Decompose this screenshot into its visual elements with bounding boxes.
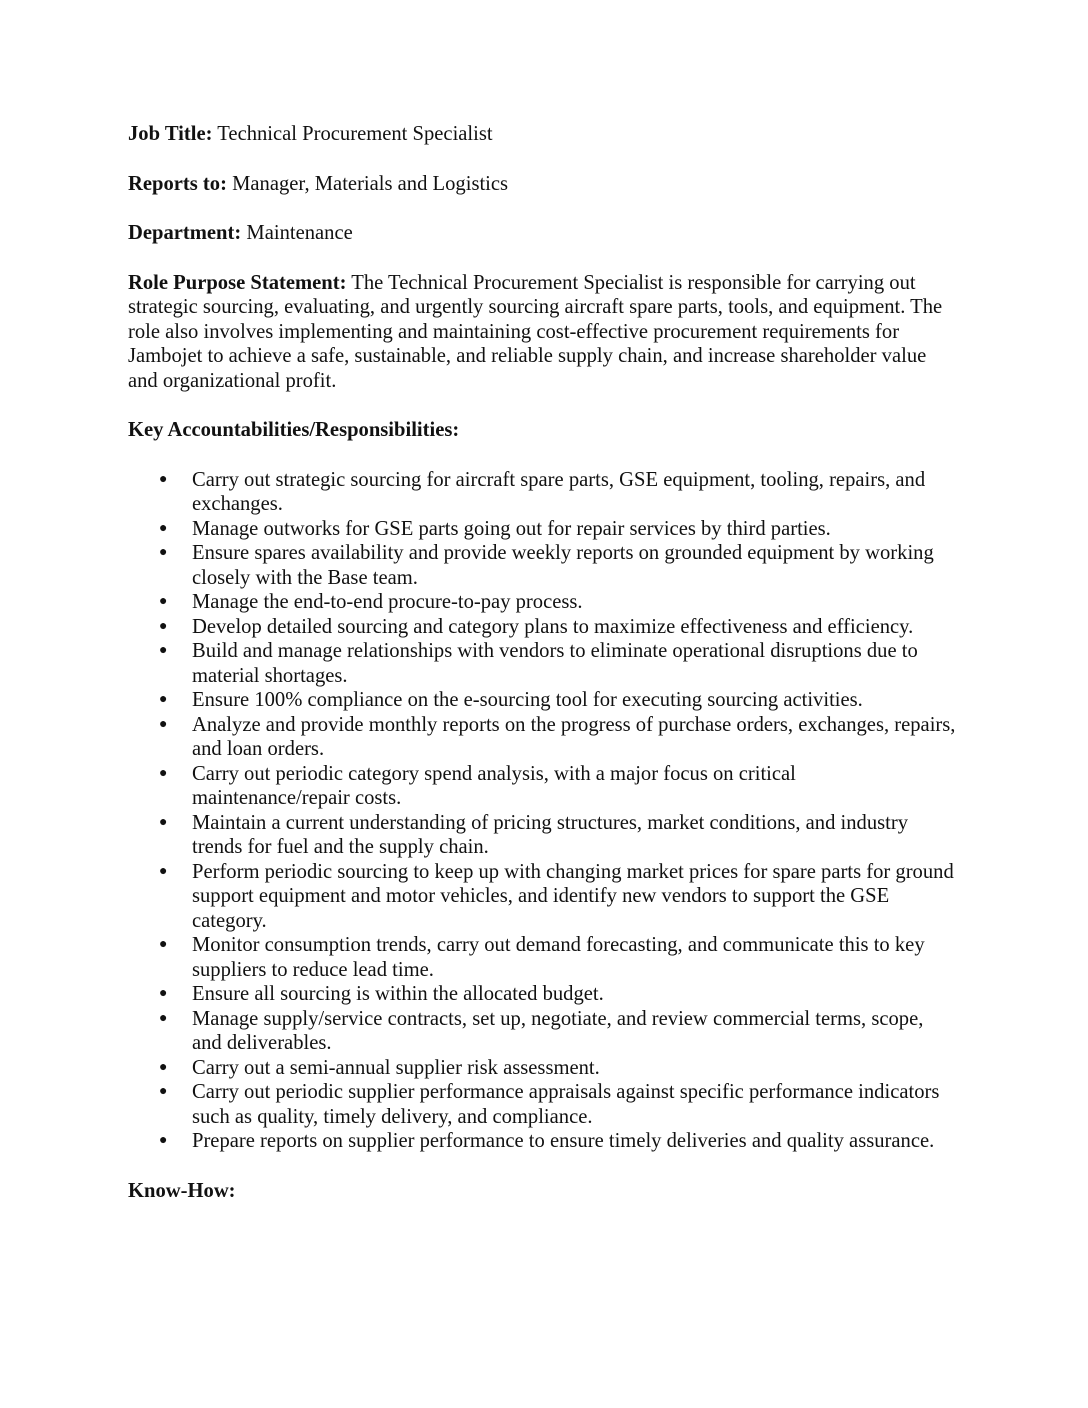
reports-to-line bbox=[128, 172, 958, 197]
bullet-icon: ● bbox=[159, 765, 168, 781]
list-item-text: Ensure all sourcing is within the allocated budget. bbox=[192, 983, 604, 1005]
role-purpose-label: Role Purpose Statement: bbox=[128, 271, 347, 294]
department-label: Department: bbox=[128, 222, 242, 244]
list-item-text: Carry out a semi-annual supplier risk assessment. bbox=[192, 1056, 600, 1079]
document-page bbox=[128, 122, 958, 1228]
list-item-text: Manage supply/service contracts, set up, negotiate, and review commercial terms, scope, and deliverables. bbox=[192, 1007, 924, 1054]
list-item-text: Prepare reports on supplier performance to ensure timely deliveries and quality assurance. bbox=[192, 1130, 935, 1152]
list-item bbox=[128, 1080, 958, 1129]
list-item-text: Ensure spares availability and provide weekly reports on grounded equipment by working closely with the Base team. bbox=[192, 542, 934, 589]
responsibilities-list bbox=[128, 468, 958, 1154]
list-item-text: Maintain a current understanding of pricing structures, market conditions, and industry trends for fuel and the supply chain. bbox=[192, 811, 909, 858]
list-item-text: Develop detailed sourcing and category plans to maximize effectiveness and efficiency. bbox=[192, 615, 914, 638]
department-value: Maintenance bbox=[246, 222, 353, 244]
list-item bbox=[128, 762, 958, 811]
list-item bbox=[128, 811, 958, 860]
list-item-text: Perform periodic sourcing to keep up with changing market prices for spare parts for ground support equipment and motor vehicles, and identify new vendors to support the GSE category. bbox=[192, 860, 954, 932]
bullet-icon: ● bbox=[159, 1133, 168, 1148]
reports-to-value: Manager, Materials and Logistics bbox=[232, 172, 509, 195]
job-title-label: Job Title: bbox=[128, 123, 213, 145]
job-title-line bbox=[128, 122, 958, 147]
bullet-icon: ● bbox=[159, 814, 168, 830]
list-item bbox=[128, 1129, 958, 1154]
bullet-icon: ● bbox=[159, 1010, 168, 1026]
bullet-icon: ● bbox=[159, 643, 168, 658]
list-item-text: Ensure 100% compliance on the e-sourcing tool for executing sourcing activities. bbox=[192, 689, 863, 711]
job-title-value: Technical Procurement Specialist bbox=[217, 123, 493, 145]
bullet-icon: ● bbox=[159, 520, 168, 536]
list-item-text: Carry out periodic supplier performance appraisals against specific performance indicators such as quality, timely delivery, and compliance. bbox=[192, 1081, 940, 1128]
list-item bbox=[128, 590, 958, 615]
department-line bbox=[128, 221, 958, 246]
bullet-icon: ● bbox=[159, 471, 168, 487]
list-item-text: Manage the end-to-end procure-to-pay process. bbox=[192, 591, 583, 613]
list-item bbox=[128, 1007, 958, 1056]
list-item bbox=[128, 541, 958, 590]
reports-to-label: Reports to: bbox=[128, 172, 227, 195]
know-how-heading: Know-How: bbox=[128, 1179, 236, 1202]
list-item-text: Carry out periodic category spend analysis, with a major focus on critical maintenance/repair costs. bbox=[192, 762, 796, 809]
responsibilities-heading: Key Accountabilities/Responsibilities: bbox=[128, 419, 460, 441]
list-item-text: Manage outworks for GSE parts going out for repair services by third parties. bbox=[192, 517, 831, 540]
list-item bbox=[128, 860, 958, 934]
bullet-icon: ● bbox=[159, 863, 168, 879]
list-item bbox=[128, 933, 958, 982]
list-item bbox=[128, 615, 958, 640]
bullet-icon: ● bbox=[159, 692, 168, 707]
bullet-icon: ● bbox=[159, 986, 168, 1001]
bullet-icon: ● bbox=[159, 545, 168, 560]
bullet-icon: ● bbox=[159, 937, 168, 952]
list-item-text: Build and manage relationships with vendors to eliminate operational disruptions due to material shortages. bbox=[192, 640, 918, 687]
list-item bbox=[128, 1056, 958, 1081]
bullet-icon: ● bbox=[159, 1084, 168, 1099]
bullet-icon: ● bbox=[159, 618, 168, 634]
bullet-icon: ● bbox=[159, 594, 168, 609]
list-item bbox=[128, 688, 958, 713]
role-purpose-paragraph bbox=[128, 271, 958, 394]
role-purpose-text: The Technical Procurement Specialist is responsible for carrying out strategic sourcing, evaluating, and urgently sourcing aircraft spare parts, tools, and equipment. The role also involves implementing and maintaining cost-effective procurement requirements for Jambojet to achieve a safe, sustainable, and reliable supply chain, and increase shareholder value and organizational profit. bbox=[128, 271, 943, 392]
list-item-text: Carry out strategic sourcing for aircraft spare parts, GSE equipment, tooling, repairs, and exchanges. bbox=[192, 468, 926, 515]
bullet-icon: ● bbox=[159, 716, 168, 732]
list-item-text: Monitor consumption trends, carry out demand forecasting, and communicate this to key suppliers to reduce lead time. bbox=[192, 934, 925, 981]
list-item bbox=[128, 982, 958, 1007]
list-item-text: Analyze and provide monthly reports on the progress of purchase orders, exchanges, repairs, and loan orders. bbox=[192, 713, 956, 760]
list-item bbox=[128, 639, 958, 688]
list-item bbox=[128, 713, 958, 762]
bullet-icon: ● bbox=[159, 1059, 168, 1075]
list-item bbox=[128, 517, 958, 542]
list-item bbox=[128, 468, 958, 517]
